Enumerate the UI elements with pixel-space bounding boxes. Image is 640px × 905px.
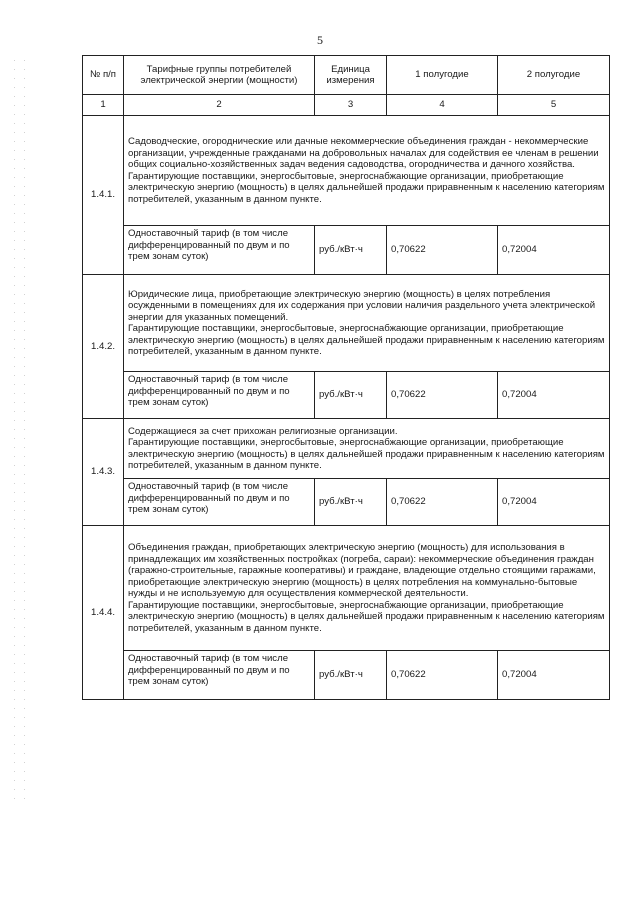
row-description (124, 419, 610, 479)
column-number: 3 (315, 95, 387, 116)
column-numbers-row (83, 95, 610, 116)
row-description (124, 275, 610, 372)
header-number: № п/п (83, 56, 124, 95)
description-paragraph: Гарантирующие поставщики, энергосбытовые, энергоснабжающие организации, приобретающие электрическую энергию (мощность) в целях дальнейшей продажи приравненным к населению категориям потребителей, указанным в данном пункте. (128, 437, 605, 471)
column-number: 1 (83, 95, 124, 116)
table-header-row (83, 56, 610, 95)
tariff-first-half-value: 0,70622 (387, 651, 498, 700)
row-description (124, 526, 610, 651)
table-row (83, 526, 610, 651)
tariff-name: Одноставочный тариф (в том числе дифференцированный по двум и по трем зонам суток) (124, 372, 315, 419)
row-number: 1.4.3. (83, 419, 124, 526)
row-description (124, 116, 610, 226)
description-paragraph: Объединения граждан, приобретающих электрическую энергию (мощность) для использования в принадлежащих им хозяйственных постройках (погреба, сараи): некоммерческие объединения граждан (гаражно-строительные, гаражные кооперативы) и граждане, владеющие отдельно стоящими гаражами, приобретающие электрическую энергию (мощность) в целях потребления на коммунально-бытовые нужды и не используемую для осуществления коммерческой деятельности. (128, 542, 596, 599)
description-paragraph: Юридические лица, приобретающие электрическую энергию (мощность) в целях потребления осужденными в помещениях для их содержания при условии наличия раздельного учета электрической энергии для указанных помещений. (128, 288, 596, 323)
description-paragraph: Гарантирующие поставщики, энергосбытовые, энергоснабжающие организации, приобретающие электрическую энергию (мощность) в целях дальнейшей продажи приравненным к населению категориям потребителей, указанным в данном пункте. (128, 170, 605, 205)
tariff-first-half-value: 0,70622 (387, 226, 498, 275)
header-first-half: 1 полугодие (387, 56, 498, 95)
tariff-subrow (83, 479, 610, 526)
header-unit: Единица измерения (315, 56, 387, 95)
tariff-unit: руб./кВт·ч (315, 226, 387, 275)
column-number: 4 (387, 95, 498, 116)
column-number: 2 (124, 95, 315, 116)
column-number: 5 (498, 95, 610, 116)
description-paragraph: Садоводческие, огороднические или дачные некоммерческие объединения граждан - некоммерческие организации, учрежденные гражданами на добровольных началах для содействия ее членам в решении общих социально-хозяйственных задач ведения садоводства, огородничества и дачного хозяйства. (128, 136, 599, 170)
tariff-second-half-value: 0,72004 (498, 226, 610, 275)
tariff-subrow (83, 372, 610, 419)
table-row (83, 116, 610, 226)
scan-artifact-marks (4, 60, 44, 800)
tariff-second-half-value: 0,72004 (498, 372, 610, 419)
row-number: 1.4.1. (83, 116, 124, 275)
tariff-name: Одноставочный тариф (в том числе дифференцированный по двум и по трем зонам суток) (124, 651, 315, 700)
tariff-second-half-value: 0,72004 (498, 651, 610, 700)
tariff-subrow (83, 226, 610, 275)
tariff-first-half-value: 0,70622 (387, 372, 498, 419)
tariff-unit: руб./кВт·ч (315, 479, 387, 526)
page-number: 5 (317, 33, 323, 47)
row-number: 1.4.4. (83, 526, 124, 700)
row-number: 1.4.2. (83, 275, 124, 419)
tariff-second-half-value: 0,72004 (498, 479, 610, 526)
tariff-unit: руб./кВт·ч (315, 651, 387, 700)
description-paragraph: Гарантирующие поставщики, энергосбытовые, энергоснабжающие организации, приобретающие электрическую энергию (мощность) в целях дальнейшей продажи приравненным к населению категориям потребителей, указанным в данном пункте. (128, 599, 605, 634)
tariff-name: Одноставочный тариф (в том числе дифференцированный по двум и по трем зонам суток) (124, 479, 315, 526)
table-row (83, 419, 610, 479)
tariff-first-half-value: 0,70622 (387, 479, 498, 526)
description-paragraph: Гарантирующие поставщики, энергосбытовые, энергоснабжающие организации, приобретающие электрическую энергию (мощность) в целях дальнейшей продажи приравненным к населению категориям потребителей, указанным в данном пункте. (128, 323, 605, 357)
tariff-table (82, 55, 610, 700)
table-row (83, 275, 610, 372)
tariff-name: Одноставочный тариф (в том числе дифференцированный по двум и по трем зонам суток) (124, 226, 315, 275)
tariff-subrow (83, 651, 610, 700)
header-tariff-group: Тарифные группы потребителей электрической энергии (мощности) (124, 56, 315, 95)
description-paragraph: Содержащиеся за счет прихожан религиозные организации. (128, 425, 398, 437)
tariff-unit: руб./кВт·ч (315, 372, 387, 419)
header-second-half: 2 полугодие (498, 56, 610, 95)
